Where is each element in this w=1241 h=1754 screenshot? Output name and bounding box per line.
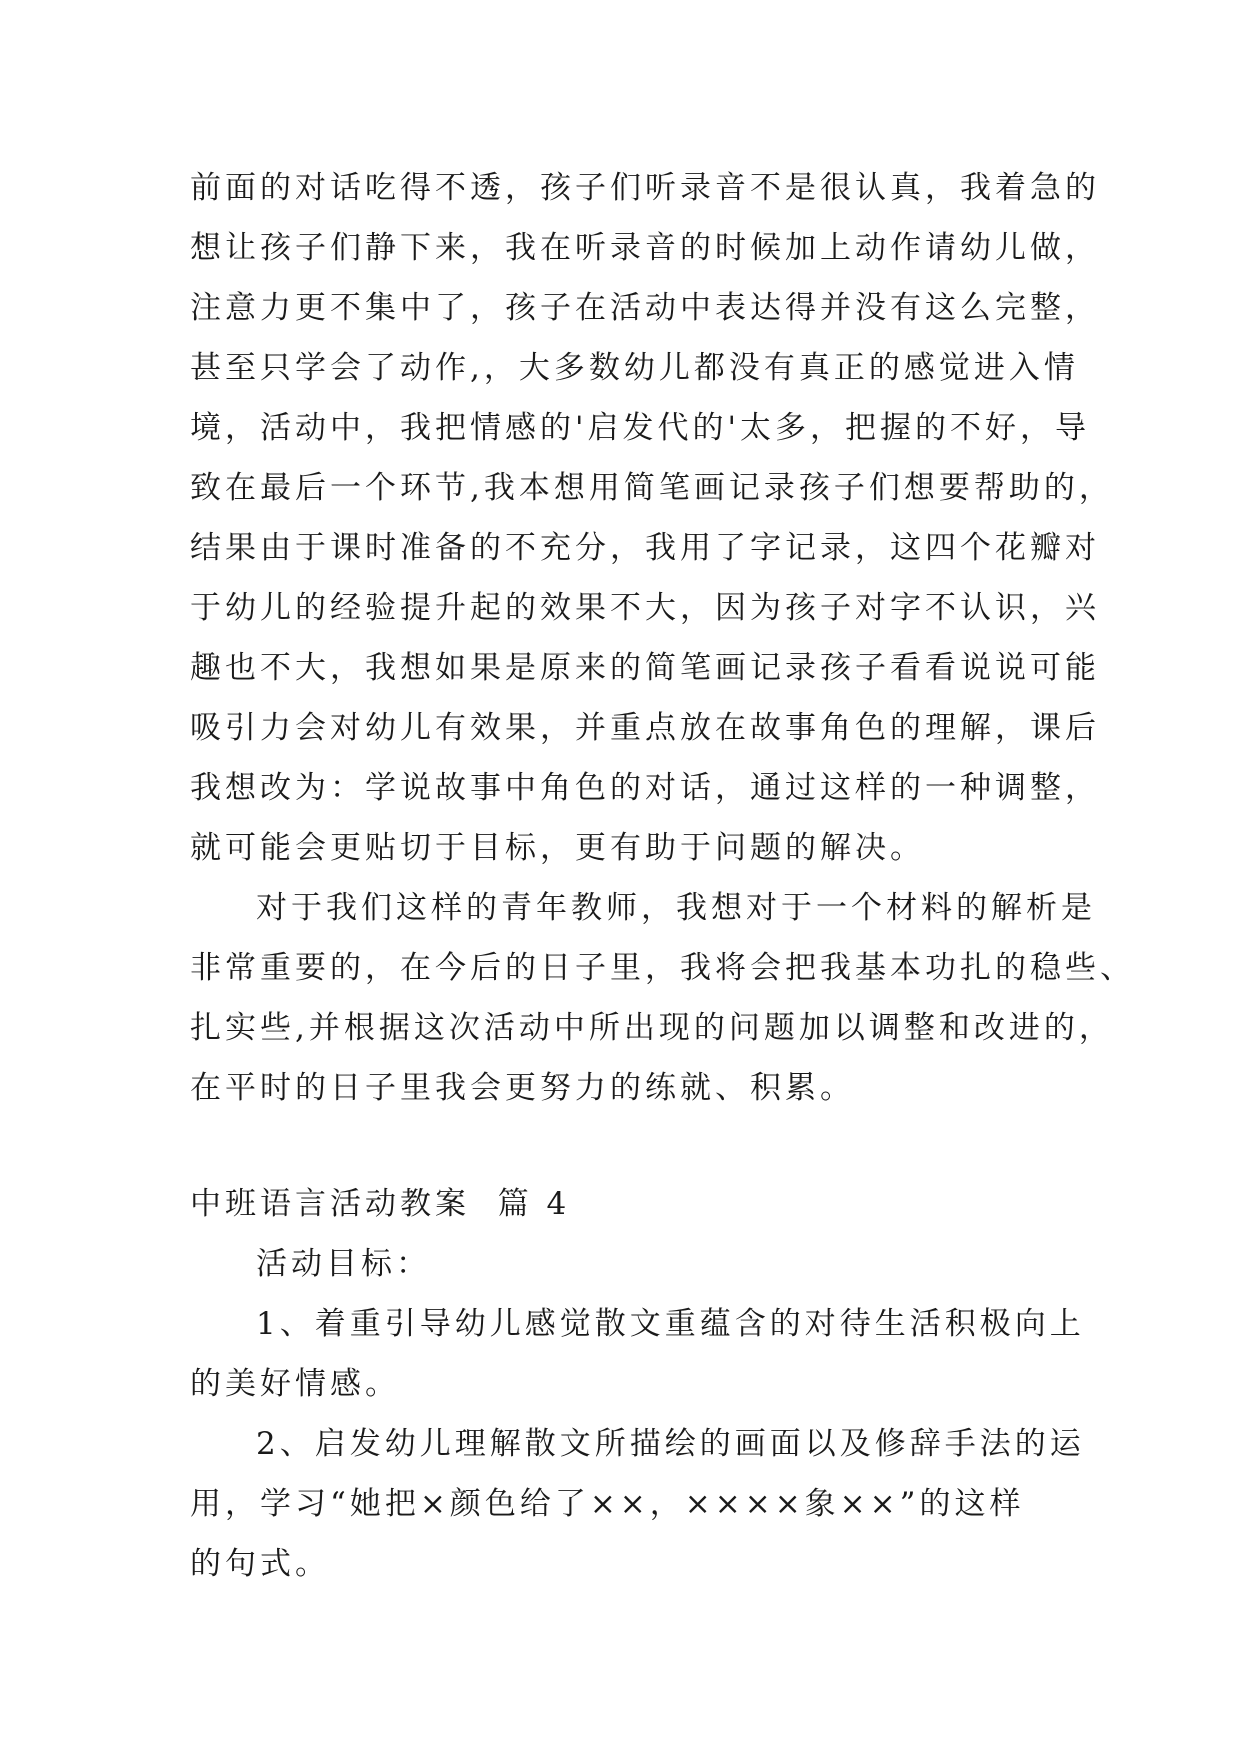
text-line: 就可能会更贴切于目标，更有助于问题的解决。	[190, 830, 925, 866]
text-line: 对于我们这样的青年教师，我想对于一个材料的解析是	[256, 890, 1096, 926]
text-line: 1、着重引导幼儿感觉散文重蕴含的对待生活积极向上	[256, 1306, 1085, 1342]
document-page	[190, 158, 1135, 1594]
text-line: 结果由于课时准备的不充分，我用了字记录，这四个花瓣对	[190, 530, 1100, 566]
text-line: 的美好情感。	[190, 1366, 400, 1402]
section-heading: 中班语言活动教案 篇 4	[190, 1186, 571, 1222]
goal-item-1	[190, 1294, 1085, 1414]
conclusion-paragraph	[190, 878, 1135, 1118]
text-line: 趣也不大，我想如果是原来的简笔画记录孩子看看说说可能	[190, 650, 1100, 686]
text-line: 于幼儿的经验提升起的效果不大，因为孩子对字不认识，兴	[190, 590, 1100, 626]
text-line: 吸引力会对幼儿有效果，并重点放在故事角色的理解，课后	[190, 710, 1100, 746]
text-line: 的句式。	[190, 1546, 330, 1582]
text-line: 境，活动中，我把情感的'启发代的'太多，把握的不好，导	[190, 410, 1091, 446]
text-line: 非常重要的，在今后的日子里，我将会把我基本功扎的稳些、	[190, 950, 1135, 986]
text-line: 甚至只学会了动作,，大多数幼儿都没有真正的感觉进入情	[190, 350, 1079, 386]
goal-item-2	[190, 1414, 1085, 1594]
text-line: 前面的对话吃得不透，孩子们听录音不是很认真，我着急的	[190, 170, 1100, 206]
text-line: 我想改为：学说故事中角色的对话，通过这样的一种调整，	[190, 770, 1100, 806]
text-line: 在平时的日子里我会更努力的练就、积累。	[190, 1070, 855, 1106]
text-line: 用，学习“她把×颜色给了××，××××象××”的这样	[190, 1486, 1025, 1522]
text-line: 想让孩子们静下来，我在听录音的时候加上动作请幼儿做，	[190, 230, 1100, 266]
text-line: 2、启发幼儿理解散文所描绘的画面以及修辞手法的运	[256, 1426, 1085, 1462]
text-line: 扎实些,并根据这次活动中所出现的问题加以调整和改进的，	[190, 1010, 1114, 1046]
text-line: 致在最后一个环节,我本想用简笔画记录孩子们想要帮助的，	[190, 470, 1114, 506]
reflection-paragraph	[190, 158, 1114, 878]
text-line: 注意力更不集中了，孩子在活动中表达得并没有这么完整，	[190, 290, 1100, 326]
goals-label: 活动目标：	[256, 1246, 431, 1282]
